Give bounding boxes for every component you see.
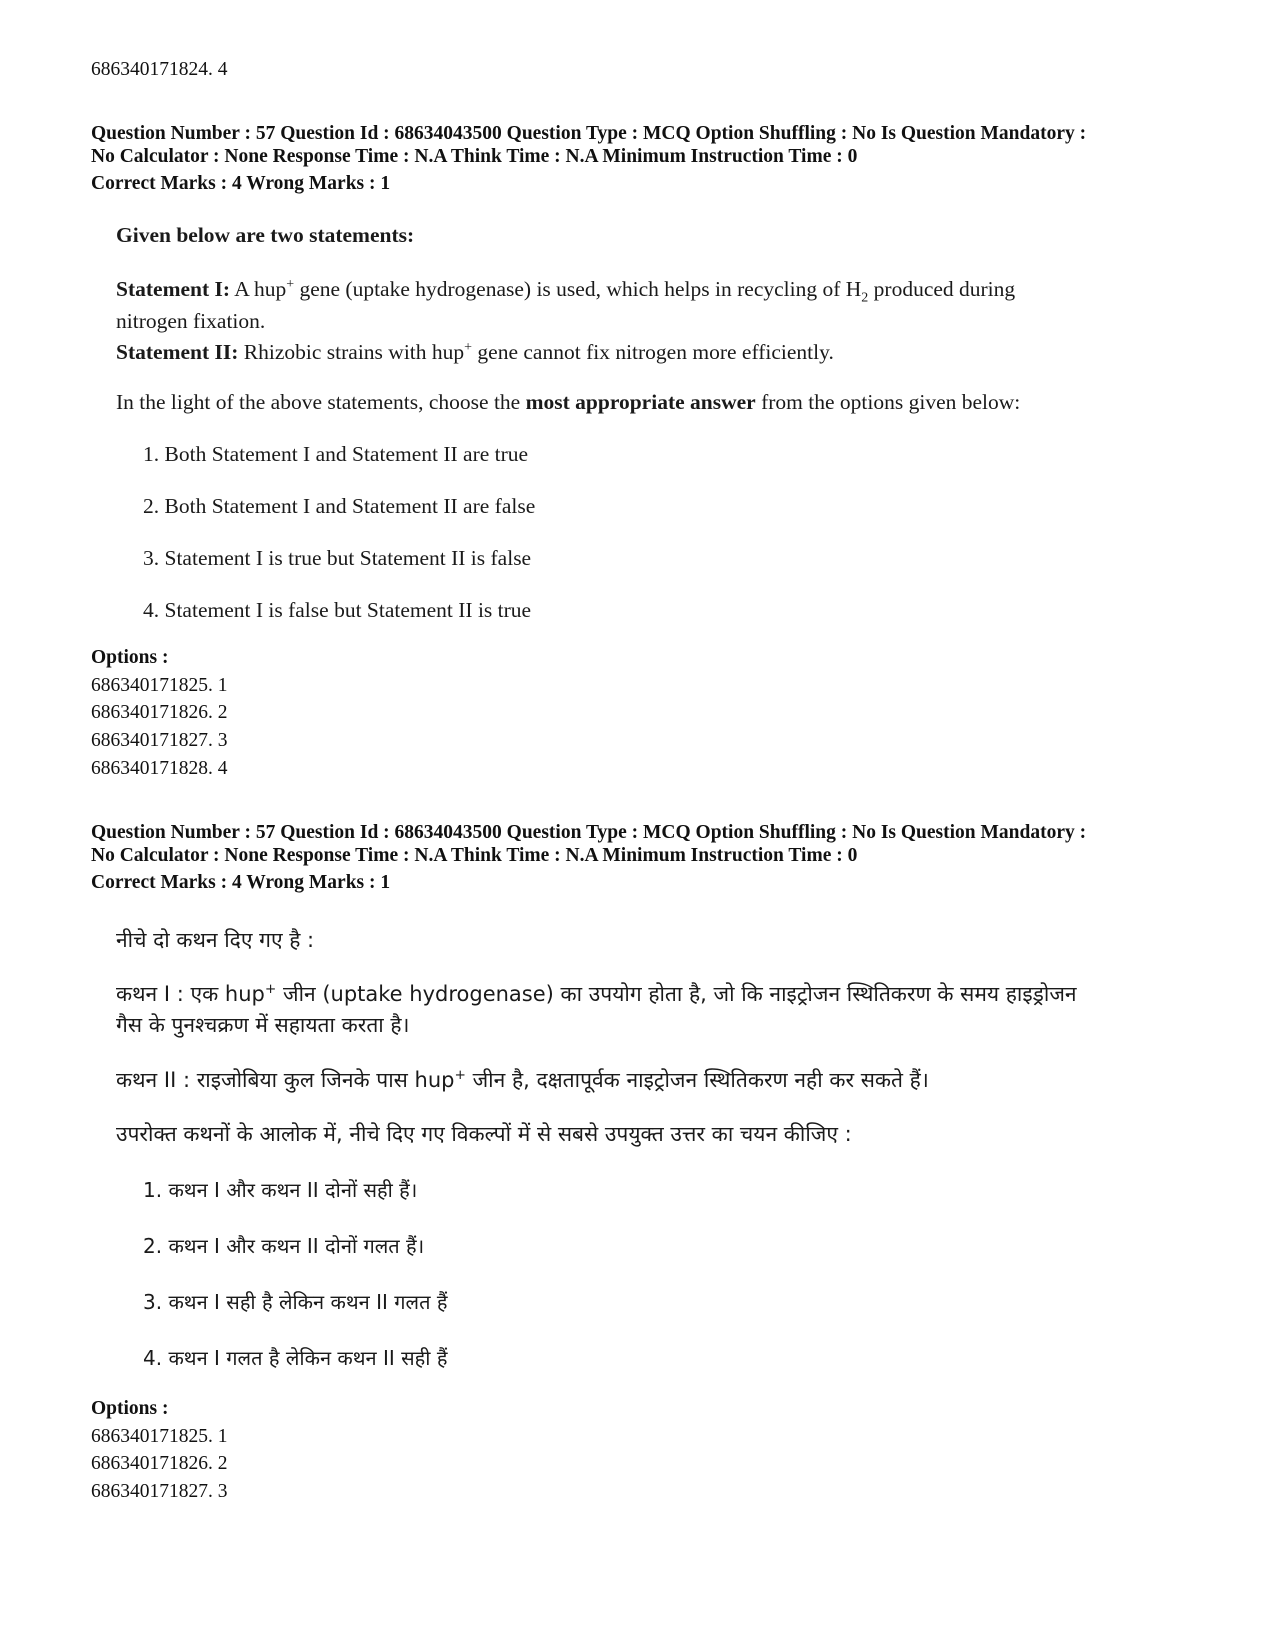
choice-2: 2. Both Statement I and Statement II are false [143, 494, 536, 518]
choice-1-hindi: 1. कथन I और कथन II दोनों सही हैं। [143, 1178, 418, 1202]
statement-1-hindi-continued: गैस के पुनश्चक्रण में सहायता करता है। [116, 1013, 410, 1037]
question-marks-line: Correct Marks : 4 Wrong Marks : 1 [91, 173, 391, 194]
question-marks-line-hindi: Correct Marks : 4 Wrong Marks : 1 [91, 872, 391, 893]
options-label: Options : [91, 647, 169, 668]
statement-1: Statement I: A hup+ gene (uptake hydrogenase) is used, which helps in recycling of $H_2$ produced during [116, 276, 1016, 306]
question-meta-line-2: No Calculator : None Response Time : N.A Think Time : N.A Minimum Instruction Time : 0 [91, 146, 858, 167]
question-meta-line-2-hindi: No Calculator : None Response Time : N.A Think Time : N.A Minimum Instruction Time : 0 [91, 845, 858, 866]
options-label-hindi: Options : [91, 1398, 169, 1419]
option-id-3-hindi: 686340171827. 3 [91, 1481, 228, 1502]
choice-1: 1. Both Statement I and Statement II are true [143, 442, 529, 466]
option-id-1: 686340171825. 1 [91, 675, 228, 696]
question-meta-line-1-hindi: Question Number : 57 Question Id : 68634043500 Question Type : MCQ Option Shuffling : No Is Question Mandatory : [91, 822, 1087, 843]
option-id-2: 686340171826. 2 [91, 702, 228, 723]
statement-1-label: Statement I: [116, 277, 231, 301]
statement-2: Statement II: Rhizobic strains with hup+ gene cannot fix nitrogen more efficiently. [116, 339, 834, 364]
statement-1-hindi: कथन I : एक hup+ जीन (uptake hydrogenase) का उपयोग होता है, जो कि नाइट्रोजन स्थितिकरण के समय हाइड्रोजन [116, 981, 1077, 1006]
question-heading: Given below are two statements: [116, 223, 415, 247]
instruction-hindi: उपरोक्त कथनों के आलोक में, नीचे दिए गए विकल्पों में से सबसे उपयुक्त उत्तर का चयन कीजिए : [116, 1122, 852, 1146]
option-id-3: 686340171827. 3 [91, 730, 228, 751]
choice-4: 4. Statement I is false but Statement II is true [143, 598, 532, 622]
question-heading-hindi: नीचे दो कथन दिए गए है : [116, 928, 315, 952]
choice-3-hindi: 3. कथन I सही है लेकिन कथन II गलत हैं [143, 1290, 448, 1314]
statement-2-label: Statement II: [116, 340, 239, 364]
statement-1-continued: nitrogen fixation. [116, 309, 266, 333]
question-meta-line-1: Question Number : 57 Question Id : 68634043500 Question Type : MCQ Option Shuffling : No Is Question Mandatory : [91, 123, 1087, 144]
choice-2-hindi: 2. कथन I और कथन II दोनों गलत हैं। [143, 1234, 425, 1258]
previous-option-line: 686340171824. 4 [91, 59, 228, 80]
option-id-1-hindi: 686340171825. 1 [91, 1426, 228, 1447]
choice-3: 3. Statement I is true but Statement II is false [143, 546, 532, 570]
option-id-2-hindi: 686340171826. 2 [91, 1453, 228, 1474]
statement-2-hindi: कथन II : राइजोबिया कुल जिनके पास hup+ जीन है, दक्षतापूर्वक नाइट्रोजन स्थितिकरण नही कर सकते हैं। [116, 1067, 929, 1092]
instruction: In the light of the above statements, choose the most appropriate answer from the options given below: [116, 390, 1021, 414]
choice-4-hindi: 4. कथन I गलत है लेकिन कथन II सही हैं [143, 1346, 448, 1370]
option-id-4: 686340171828. 4 [91, 758, 228, 779]
